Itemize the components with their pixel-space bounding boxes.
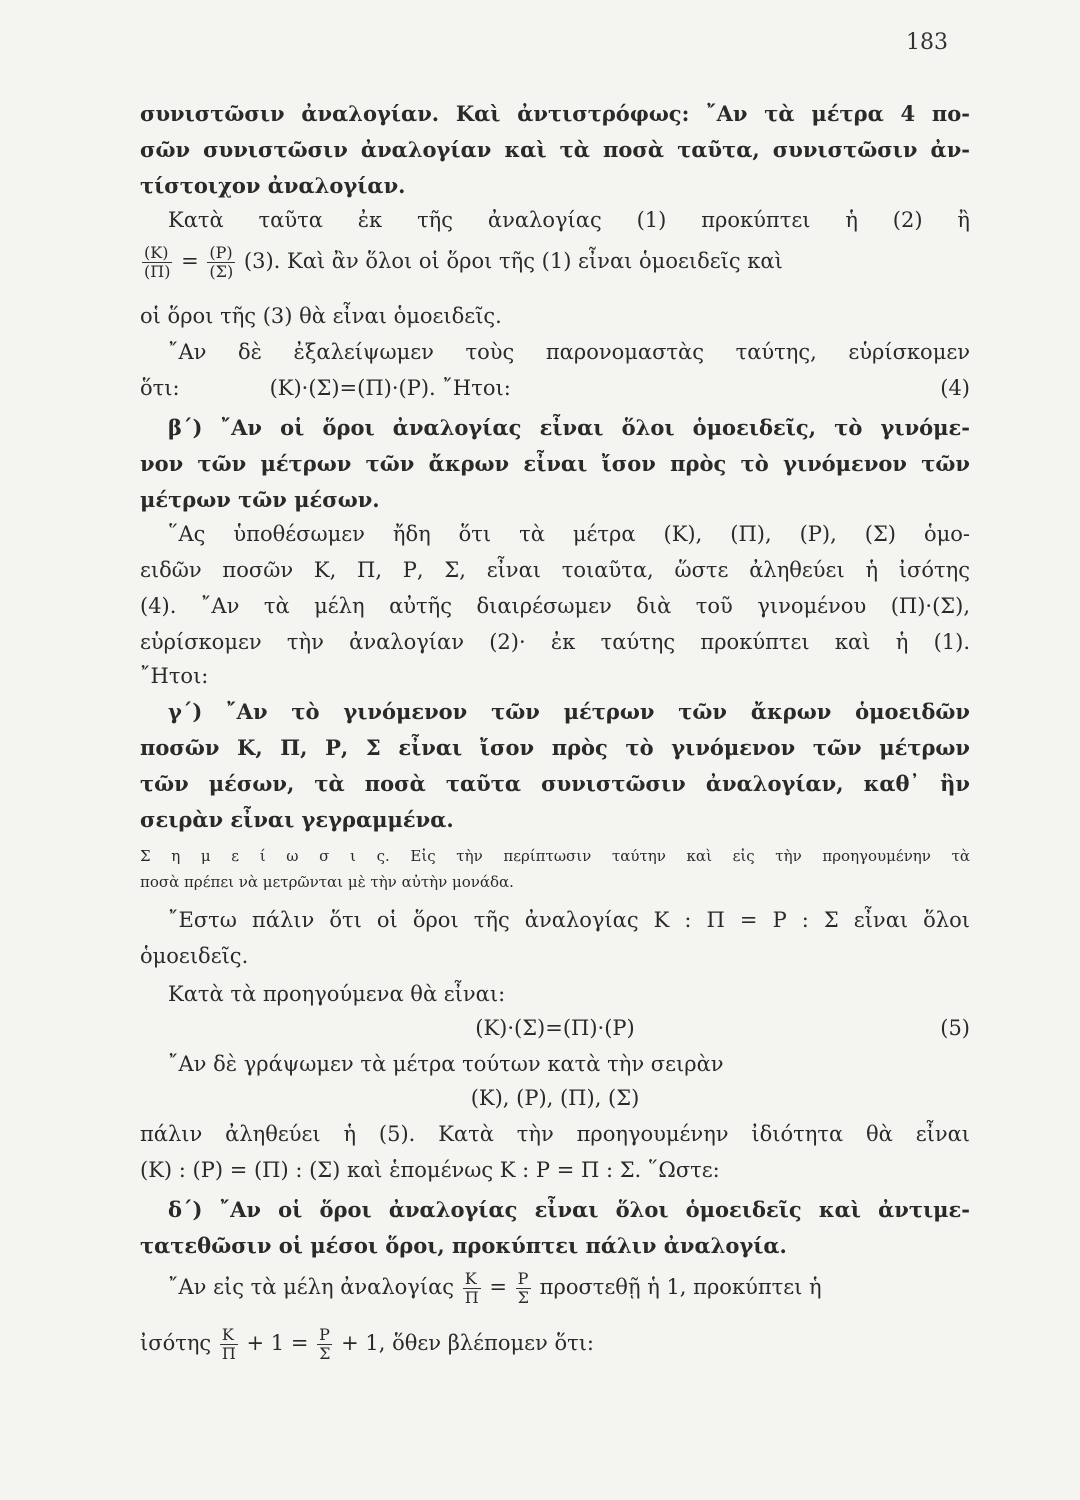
text-line: Κατὰ τὰ προηγούμενα θὰ εἶναι: xyxy=(168,982,506,1006)
text-line: (Κ), (Ρ), (Π), (Σ) xyxy=(470,1086,640,1110)
text-line: ῎Ητοι: xyxy=(140,664,209,688)
text-line: οἱ ὅροι τῆς (3) θὰ εἶναι ὁμοειδεῖς. xyxy=(140,304,502,328)
equation-number: (5) xyxy=(940,1016,970,1040)
fraction-line: $\frac{(K)}{(\Pi)}$ = $\frac{(P)}{(\Sigma)}$ (3). Καὶ ἂν ὅλοι οἱ ὅροι τῆς (1) εἶναι ὁμοειδεῖς καὶ xyxy=(144,244,783,281)
page-number: 183 xyxy=(906,30,948,55)
text-line: ὁμοειδεῖς. xyxy=(140,944,249,968)
fraction: $\frac{K}{\Pi}$ xyxy=(464,1270,479,1307)
fraction-line: ῎Αν εἰς τὰ μέλη ἀναλογίας $\frac{K}{\Pi}$ = $\frac{P}{\Sigma}$ προστεθῇ ἡ 1, προκύπτει ἡ xyxy=(168,1270,822,1307)
text-line: μέτρων τῶν μέσων. xyxy=(140,487,380,512)
text-line: ειδῶν ποσῶν Κ, Π, Ρ, Σ, εἶναι τοιαῦτα, ὥστε ἀληθεύει ἡ ἰσότης xyxy=(140,558,970,582)
note-line: Σ η μ ε ί ω σ ι ς. Εἰς τὴν περίπτωσιν ταύτην καὶ εἰς τὴν προηγουμένην τὰ xyxy=(140,847,970,865)
text-line: σῶν συνιστῶσιν ἀναλογίαν καὶ τὰ ποσὰ ταῦτα, συνιστῶσιν ἀν- xyxy=(140,137,970,162)
fraction: $\frac{(K)}{(\Pi)}$ xyxy=(144,244,171,281)
text-line: ῎Αν δὲ γράψωμεν τὰ μέτρα τούτων κατὰ τὴν σειρὰν xyxy=(168,1052,724,1076)
text-line: β΄) ῎Αν οἱ ὅροι ἀναλογίας εἶναι ὅλοι ὁμοειδεῖς, τὸ γινόμε- xyxy=(168,415,970,440)
fraction: $\frac{(P)}{(\Sigma)}$ xyxy=(209,244,234,281)
text-line: τῶν μέσων, τὰ ποσὰ ταῦτα συνιστῶσιν ἀναλογίαν, καθ᾿ ἣν xyxy=(140,771,970,796)
text-line: (4). ῎Αν τὰ μέλη αὐτῆς διαιρέσωμεν διὰ τοῦ γινομένου (Π)·(Σ), xyxy=(140,594,970,618)
text-line: συνιστῶσιν ἀναλογίαν. Καὶ ἀντιστρόφως: ῎Αν τὰ μέτρα 4 πο- xyxy=(140,101,970,126)
equation-line: ὅτι: (Κ)·(Σ)=(Π)·(Ρ). ῎Ητοι: (4) xyxy=(140,376,970,400)
note-line: ποσὰ πρέπει νὰ μετρῶνται μὲ τὴν αὐτὴν μονάδα. xyxy=(140,873,514,891)
text-line: εὑρίσκομεν τὴν ἀναλογίαν (2)· ἐκ ταύτης προκύπτει καὶ ἡ (1). xyxy=(140,630,970,654)
text-line: ῎Αν δὲ ἐξαλείψωμεν τοὺς παρονομαστὰς ταύτης, εὑρίσκομεν xyxy=(168,340,970,364)
text-line: ῎Εστω πάλιν ὅτι οἱ ὅροι τῆς ἀναλογίας Κ : Π = Ρ : Σ εἶναι ὅλοι xyxy=(168,908,970,932)
text-line: τατεθῶσιν οἱ μέσοι ὅροι, προκύπτει πάλιν ἀναλογία. xyxy=(140,1233,787,1258)
equation-line: (Κ)·(Σ)=(Π)·(Ρ) (5) xyxy=(475,1016,970,1040)
text-line: σειρὰν εἶναι γεγραμμένα. xyxy=(140,807,454,832)
fraction: $\frac{P}{\Sigma}$ xyxy=(319,1326,331,1363)
fraction: $\frac{P}{\Sigma}$ xyxy=(517,1270,529,1307)
text-line: νον τῶν μέτρων τῶν ἄκρων εἶναι ἴσον πρὸς τὸ γινόμενον τῶν xyxy=(140,451,970,476)
fraction-line: ἰσότης $\frac{K}{\Pi}$ + 1 = $\frac{P}{\Sigma}$ + 1, ὅθεν βλέπομεν ὅτι: xyxy=(140,1326,595,1363)
fraction: $\frac{K}{\Pi}$ xyxy=(221,1326,236,1363)
text-line: Κατὰ ταῦτα ἐκ τῆς ἀναλογίας (1) προκύπτει ἡ (2) ἢ xyxy=(168,208,970,232)
text-line: πάλιν ἀληθεύει ἡ (5). Κατὰ τὴν προηγουμένην ἰδιότητα θὰ εἶναι xyxy=(140,1122,970,1146)
text-line: δ΄) ῎Αν οἱ ὅροι ἀναλογίας εἶναι ὅλοι ὁμοειδεῖς καὶ ἀντιμε- xyxy=(168,1197,970,1222)
text-line: (Κ) : (Ρ) = (Π) : (Σ) καὶ ἑπομένως Κ : Ρ = Π : Σ. ῞Ωστε: xyxy=(140,1158,720,1182)
text-line: ποσῶν Κ, Π, Ρ, Σ εἶναι ἴσον πρὸς τὸ γινόμενον τῶν μέτρων xyxy=(140,735,970,760)
equation-number: (4) xyxy=(940,376,970,400)
text-line: γ΄) ῎Αν τὸ γινόμενον τῶν μέτρων τῶν ἄκρων ὁμοειδῶν xyxy=(168,699,970,724)
text-line: ῞Ας ὑποθέσωμεν ἤδη ὅτι τὰ μέτρα (Κ), (Π), (Ρ), (Σ) ὁμο- xyxy=(168,522,970,546)
text-line: τίστοιχον ἀναλογίαν. xyxy=(140,173,406,198)
